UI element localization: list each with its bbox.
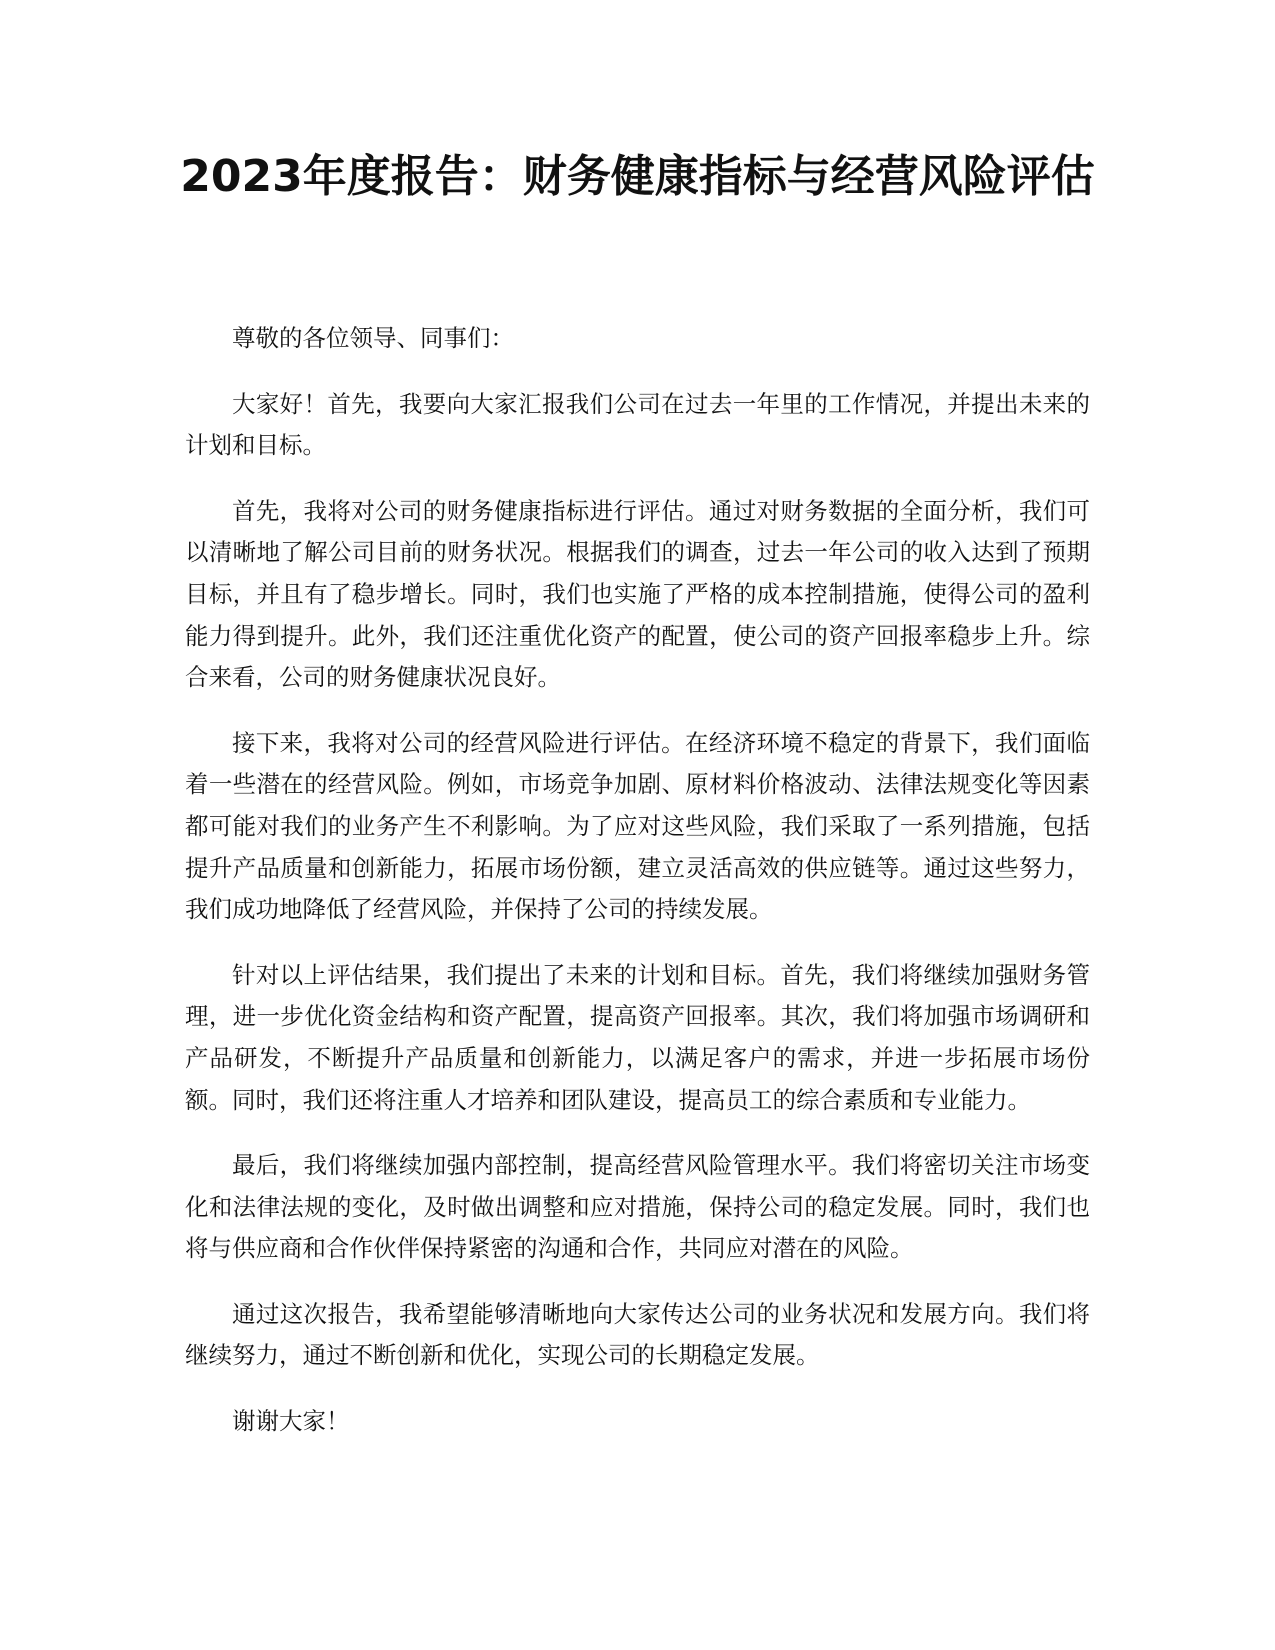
salutation-paragraph: 尊敬的各位领导、同事们：: [232, 324, 514, 352]
document-body: [185, 318, 1090, 1467]
future-plan-paragraph: 针对以上评估结果，我们提出了未来的计划和目标。首先，我们将继续加强财务管理，进一步优化资金结构和资产配置，提高资产回报率。其次，我们将加强市场调研和产品研发，不断提升产品质量和创新能力，以满足客户的需求，并进一步拓展市场份额。同时，我们还将注重人才培养和团队建设，提高员工的综合素质和专业能力。: [185, 960, 1090, 1114]
operating-risk-paragraph: 接下来，我将对公司的经营风险进行评估。在经济环境不稳定的背景下，我们面临着一些潜在的经营风险。例如，市场竞争加剧、原材料价格波动、法律法规变化等因素都可能对我们的业务产生不利影响。为了应对这些风险，我们采取了一系列措施，包括提升产品质量和创新能力，拓展市场份额，建立灵活高效的供应链等。通过这些努力，我们成功地降低了经营风险，并保持了公司的持续发展。: [185, 728, 1090, 924]
thanks-paragraph: 谢谢大家！: [232, 1407, 350, 1436]
document-title: 2023年度报告：财务健康指标与经营风险评估: [180, 151, 1095, 202]
greeting-paragraph: 大家好！首先，我要向大家汇报我们公司在过去一年里的工作情况，并提出未来的计划和目标。: [185, 389, 1090, 460]
financial-health-paragraph: 首先，我将对公司的财务健康指标进行评估。通过对财务数据的全面分析，我们可以清晰地了解公司目前的财务状况。根据我们的调查，过去一年公司的收入达到了预期目标，并且有了稳步增长。同时，我们也实施了严格的成本控制措施，使得公司的盈利能力得到提升。此外，我们还注重优化资产的配置，使公司的资产回报率稳步上升。综合来看，公司的财务健康状况良好。: [185, 496, 1090, 692]
conclusion-paragraph: 通过这次报告，我希望能够清晰地向大家传达公司的业务状况和发展方向。我们将继续努力，通过不断创新和优化，实现公司的长期稳定发展。: [185, 1299, 1090, 1370]
internal-control-paragraph: 最后，我们将继续加强内部控制，提高经营风险管理水平。我们将密切关注市场变化和法律法规的变化，及时做出调整和应对措施，保持公司的稳定发展。同时，我们也将与供应商和合作伙伴保持紧密的沟通和合作，共同应对潜在的风险。: [185, 1151, 1090, 1263]
